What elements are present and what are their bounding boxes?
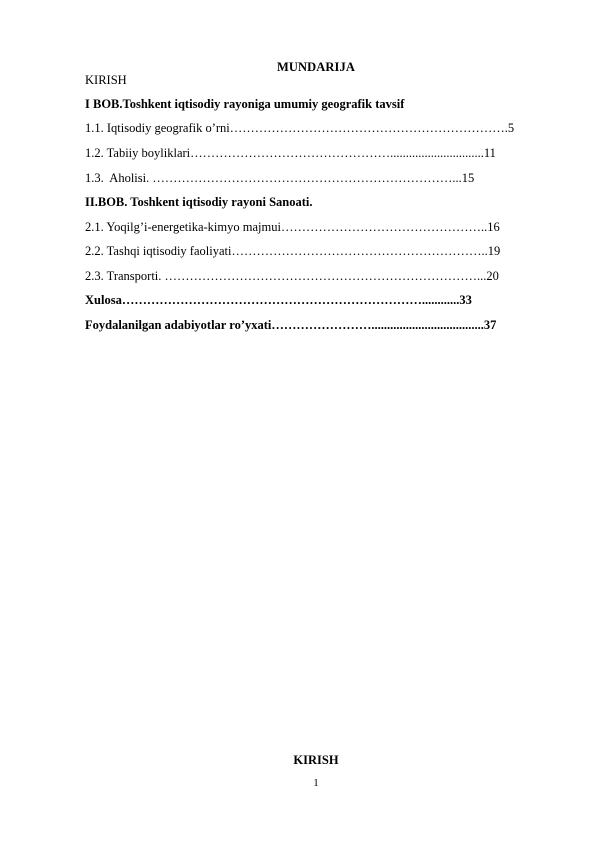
toc-entry-text: 2.1. Yoqilg’i-energetika-kimyo majmui	[85, 220, 281, 234]
toc-entry-1-3	[85, 170, 474, 186]
toc-entry-text: I BOB.Toshkent iqtisodiy rayoniga umumiy geografik tavsif	[85, 97, 405, 111]
toc-entry-adabiyotlar	[85, 317, 496, 333]
toc-entry-text: KIRISH	[85, 73, 127, 87]
toc-entry-text: 2.2. Tashqi iqtisodiy faoliyati	[85, 244, 232, 258]
toc-entry-text: II.BOB. Toshkent iqtisodiy rayoni Sanoati.	[85, 195, 313, 209]
toc-entry-text: 1.3. Aholisi.	[85, 171, 153, 185]
toc-entry-1-1	[85, 120, 514, 136]
toc-entry-leader: ……………………………………………………..	[231, 244, 488, 258]
page-title: MUNDARIJA	[277, 60, 355, 74]
toc-entry-page: 19	[487, 244, 501, 258]
toc-entry-chapter-2	[85, 194, 313, 210]
toc-entry-page: 37	[483, 318, 497, 332]
toc-entry-chapter-1	[85, 96, 404, 112]
toc-entry-page: 5	[507, 121, 515, 135]
toc-entry-xulosa	[85, 292, 472, 308]
toc-entry-page: 33	[459, 293, 472, 307]
toc-entry-leader: …………………………………………………………………...	[164, 269, 487, 283]
toc-entry-2-3	[85, 268, 499, 284]
toc-entry-2-2	[85, 243, 500, 259]
toc-entry-text: 1.1. Iqtisodiy geografik o’rni	[85, 121, 230, 135]
toc-entry-leader: ………………………………………………………………...	[152, 171, 462, 185]
toc-entry-page: 20	[486, 269, 499, 283]
toc-entry-text: 1.2. Tabiiy boyliklari	[85, 146, 191, 160]
toc-entry-text: Foydalanilgan adabiyotlar ro’yxati	[85, 318, 272, 332]
toc-entry-leader: ………………………………………………………………............	[121, 293, 460, 307]
toc-entry-kirish	[85, 72, 127, 88]
toc-entry-leader: …………………………………………..	[280, 220, 488, 234]
page-number: 1	[313, 777, 319, 789]
toc-entry-2-1	[85, 219, 500, 235]
toc-entry-text: Xulosa	[85, 293, 122, 307]
toc-entry-text: 2.3. Transporti.	[85, 269, 165, 283]
section-heading-kirish: KIRISH	[293, 753, 339, 767]
toc-entry-leader: ………………………………………………………….	[229, 121, 508, 135]
toc-entry-1-2	[85, 145, 496, 161]
toc-entry-leader: ……………………....................................	[271, 318, 484, 332]
toc-entry-page: 16	[487, 220, 500, 234]
toc-entry-page: 15	[461, 171, 475, 185]
toc-entry-page: 11	[483, 146, 496, 160]
toc-entry-leader: …………………………………………..............................	[190, 146, 484, 160]
